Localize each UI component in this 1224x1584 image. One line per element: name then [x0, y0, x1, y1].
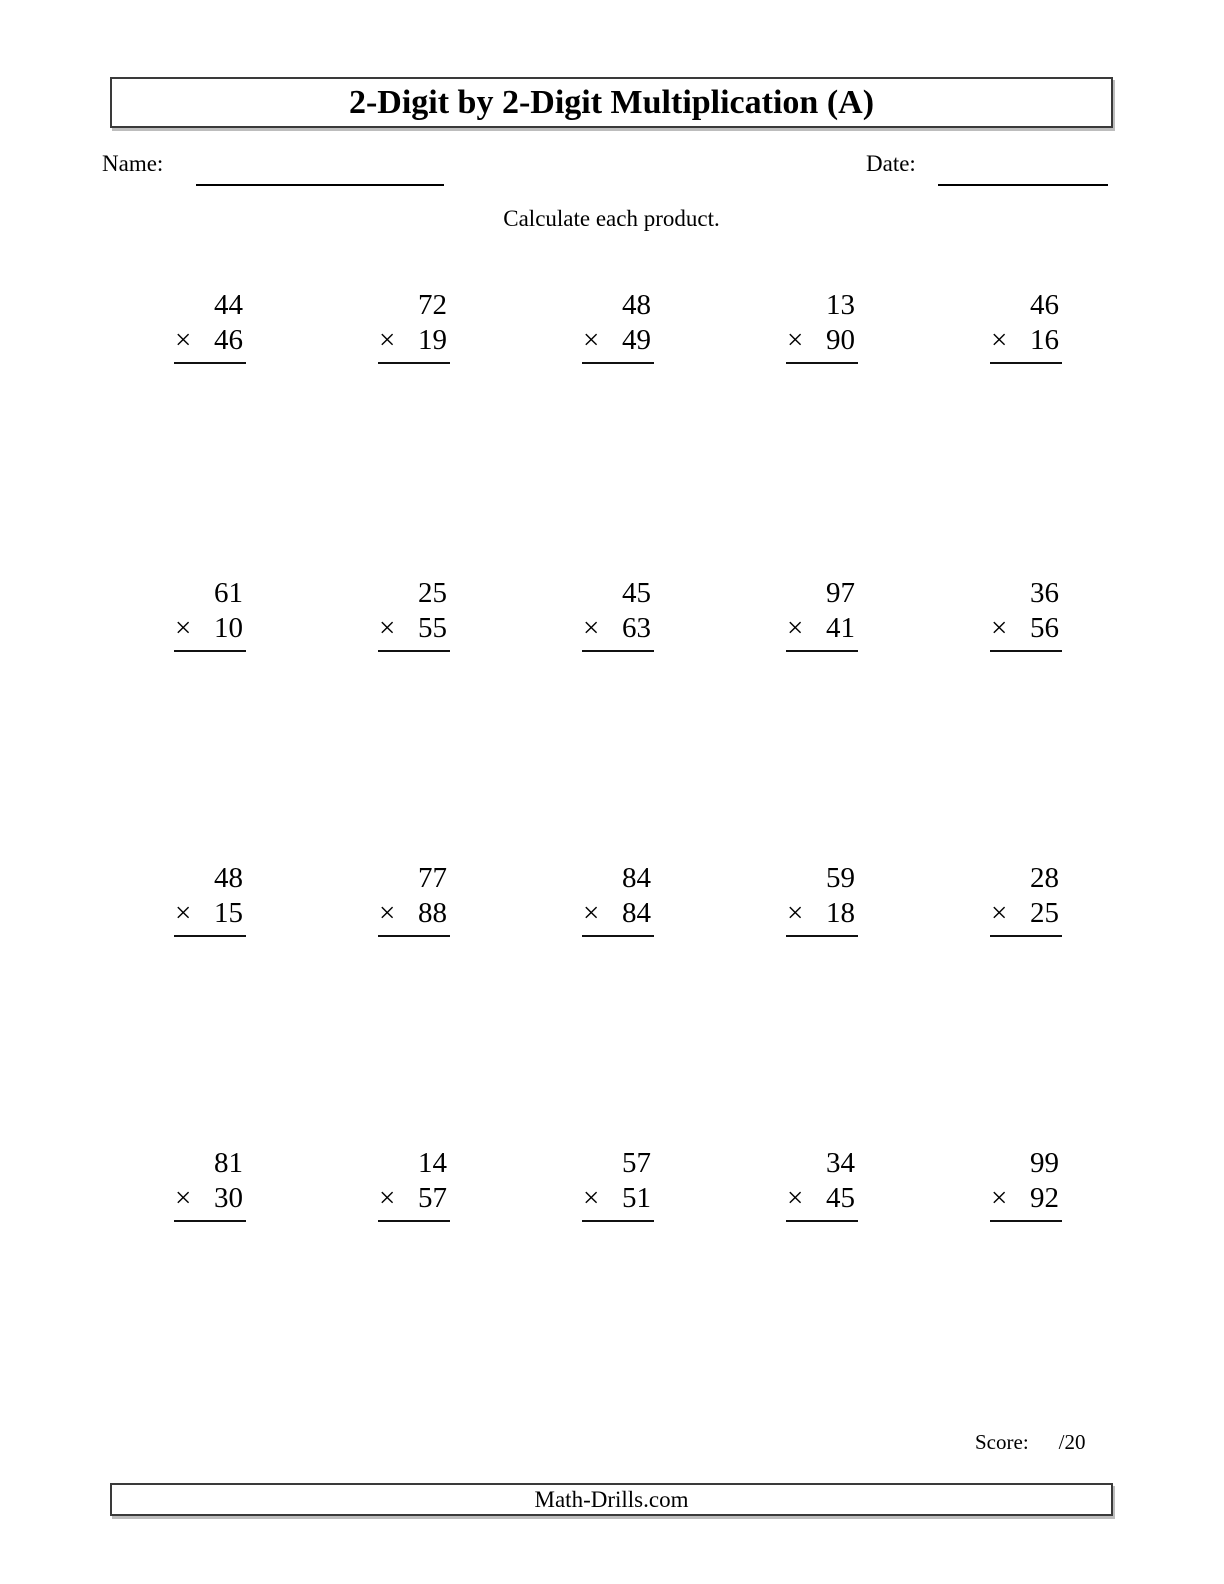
times-symbol: ×: [175, 612, 192, 644]
times-symbol: ×: [583, 324, 600, 356]
multiplier: 46: [214, 324, 243, 356]
answer-line: [378, 1220, 450, 1222]
multiplier: 18: [826, 897, 855, 929]
times-symbol: ×: [991, 897, 1008, 929]
times-symbol: ×: [583, 1182, 600, 1214]
problem-1: [174, 288, 246, 364]
multiplier: 63: [622, 612, 651, 644]
times-symbol: ×: [787, 897, 804, 929]
answer-line: [174, 362, 246, 364]
problem-3: [582, 288, 654, 364]
multiplier: 19: [418, 324, 447, 356]
problem-8: [582, 576, 654, 652]
problem-13: [582, 861, 654, 937]
answer-line: [174, 1220, 246, 1222]
times-symbol: ×: [175, 1182, 192, 1214]
problem-16: [174, 1146, 246, 1222]
answer-line: [990, 362, 1062, 364]
multiplier: 49: [622, 324, 651, 356]
score-area: [975, 1430, 1086, 1455]
problem-9: [786, 576, 858, 652]
problem-row-1: [108, 288, 1128, 364]
answer-line: [378, 935, 450, 937]
worksheet-title: 2-Digit by 2-Digit Multiplication (A): [348, 83, 875, 121]
problem-19: [786, 1146, 858, 1222]
multiplicand: 77: [418, 862, 447, 894]
answer-line: [990, 1220, 1062, 1222]
times-symbol: ×: [175, 324, 192, 356]
multiplier: 10: [214, 612, 243, 644]
problem-11: [174, 861, 246, 937]
problem-17: [378, 1146, 450, 1222]
multiplicand: 81: [214, 1147, 243, 1179]
problem-row-4: [108, 1146, 1128, 1222]
multiplicand: 25: [418, 577, 447, 609]
answer-line: [786, 362, 858, 364]
multiplier: 30: [214, 1182, 243, 1214]
multiplier: 84: [622, 897, 651, 929]
multiplicand: 44: [214, 289, 243, 321]
problem-14: [786, 861, 858, 937]
multiplier: 57: [418, 1182, 447, 1214]
times-symbol: ×: [787, 612, 804, 644]
answer-line: [582, 362, 654, 364]
answer-line: [990, 935, 1062, 937]
multiplier: 55: [418, 612, 447, 644]
problem-row-2: [108, 576, 1128, 652]
answer-line: [582, 935, 654, 937]
footer-brand: Math-Drills.com: [534, 1486, 689, 1512]
answer-line: [174, 935, 246, 937]
times-symbol: ×: [991, 324, 1008, 356]
multiplicand: 36: [1030, 577, 1059, 609]
multiplicand: 34: [826, 1147, 855, 1179]
problem-7: [378, 576, 450, 652]
date-label: Date:: [866, 151, 916, 176]
multiplier: 51: [622, 1182, 651, 1214]
problem-18: [582, 1146, 654, 1222]
times-symbol: ×: [583, 897, 600, 929]
times-symbol: ×: [991, 612, 1008, 644]
answer-line: [378, 362, 450, 364]
problem-6: [174, 576, 246, 652]
multiplicand: 97: [826, 577, 855, 609]
multiplicand: 28: [1030, 862, 1059, 894]
date-blank-line: [938, 160, 1108, 186]
times-symbol: ×: [379, 897, 396, 929]
multiplier: 41: [826, 612, 855, 644]
problem-2: [378, 288, 450, 364]
times-symbol: ×: [379, 612, 396, 644]
problem-20: [990, 1146, 1062, 1222]
multiplier: 25: [1030, 897, 1059, 929]
multiplicand: 14: [418, 1147, 447, 1179]
multiplicand: 72: [418, 289, 447, 321]
answer-line: [378, 650, 450, 652]
times-symbol: ×: [379, 324, 396, 356]
multiplicand: 46: [1030, 289, 1059, 321]
times-symbol: ×: [787, 324, 804, 356]
problem-15: [990, 861, 1062, 937]
answer-line: [786, 650, 858, 652]
times-symbol: ×: [787, 1182, 804, 1214]
multiplicand: 61: [214, 577, 243, 609]
multiplier: 90: [826, 324, 855, 356]
multiplicand: 45: [622, 577, 651, 609]
answer-line: [582, 1220, 654, 1222]
multiplier: 56: [1030, 612, 1059, 644]
multiplicand: 99: [1030, 1147, 1059, 1179]
multiplier: 45: [826, 1182, 855, 1214]
multiplicand: 13: [826, 289, 855, 321]
times-symbol: ×: [379, 1182, 396, 1214]
answer-line: [990, 650, 1062, 652]
problem-4: [786, 288, 858, 364]
multiplicand: 84: [622, 862, 651, 894]
multiplier: 88: [418, 897, 447, 929]
multiplier: 15: [214, 897, 243, 929]
name-blank-line: [196, 160, 444, 186]
answer-line: [582, 650, 654, 652]
times-symbol: ×: [991, 1182, 1008, 1214]
footer-box: [110, 1483, 1113, 1516]
multiplicand: 48: [214, 862, 243, 894]
multiplier: 92: [1030, 1182, 1059, 1214]
score-label: Score:: [975, 1430, 1029, 1454]
multiplicand: 57: [622, 1147, 651, 1179]
times-symbol: ×: [583, 612, 600, 644]
multiplier: 16: [1030, 324, 1059, 356]
problem-5: [990, 288, 1062, 364]
problem-row-3: [108, 861, 1128, 937]
multiplicand: 59: [826, 862, 855, 894]
worksheet-title-box: [110, 77, 1113, 128]
multiplicand: 48: [622, 289, 651, 321]
times-symbol: ×: [175, 897, 192, 929]
name-label: Name:: [102, 151, 164, 176]
answer-line: [786, 1220, 858, 1222]
answer-line: [786, 935, 858, 937]
problem-10: [990, 576, 1062, 652]
score-value: /20: [1058, 1430, 1086, 1454]
answer-line: [174, 650, 246, 652]
problem-12: [378, 861, 450, 937]
instruction-text: Calculate each product.: [503, 206, 720, 231]
